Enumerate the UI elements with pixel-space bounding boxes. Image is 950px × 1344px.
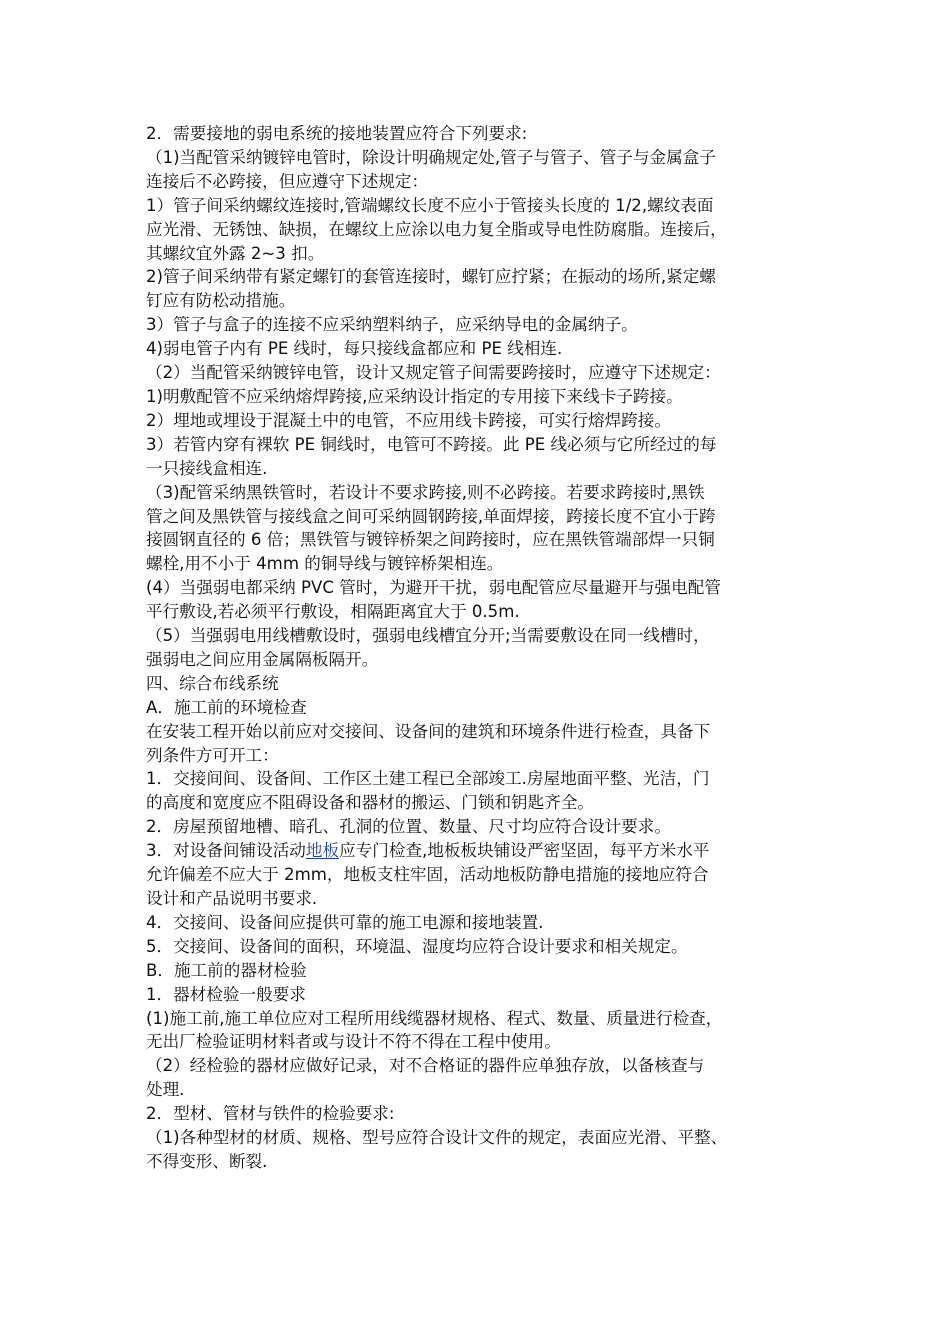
text-line: 4．交接间、设备间应提供可靠的施工电源和接地装置. xyxy=(146,912,544,932)
text-line: 2．型材、管材与铁件的检验要求: xyxy=(146,1104,395,1124)
text-segment: 3．对设备间铺设活动 xyxy=(146,841,306,861)
text-line: 1）管子间采纳螺纹连接时,管端螺纹长度不应小于管接头长度的 1/2,螺纹表面 xyxy=(146,195,714,215)
text-line: （2）当配管采纳镀锌电管，设计又规定管子间需要跨接时，应遵守下述规定： xyxy=(146,363,721,383)
text-line: 钉应有防松动措施。 xyxy=(146,291,296,311)
text-line: 接圆钢直径的 6 倍；黑铁管与镀锌桥架之间跨接时，应在黑铁管端部焊一只铜 xyxy=(146,530,715,550)
text-line: 5．交接间、设备间的面积，环境温、湿度均应符合设计要求和相关规定。 xyxy=(146,936,688,956)
text-line: 2)管子间采纳带有紧定螺钉的套管连接时，螺钉应拧紧；在振动的场所,紧定螺 xyxy=(146,267,716,287)
text-line: 管之间及黑铁管与接线盒之间可采纳圆钢跨接,单面焊接，跨接长度不宜小于跨 xyxy=(146,506,716,526)
text-line: 不得变形、断裂. xyxy=(146,1151,268,1171)
text-line: 2．房屋预留地槽、暗孔、孔洞的位置、数量、尺寸均应符合设计要求。 xyxy=(146,817,671,837)
text-line: 列条件方可开工： xyxy=(146,745,279,765)
text-line: 3）管子与盒子的连接不应采纳塑料纳子，应采纳导电的金属纳子。 xyxy=(146,315,638,335)
text-line: 3）若管内穿有裸软 PE 铜线时，电管可不跨接。此 PE 线必须与它所经过的每 xyxy=(146,434,717,454)
text-line: 2）埋地或埋设于混凝土中的电管，不应用线卡跨接，可实行熔焊跨接。 xyxy=(146,410,671,430)
text-line: 螺栓,用不小于 4mm 的铜导线与镀锌桥架相连。 xyxy=(146,554,504,574)
text-line: 无出厂检验证明材料者或与设计不符不得在工程中使用。 xyxy=(146,1032,561,1052)
subsection-heading: B．施工前的器材检验 xyxy=(146,960,307,980)
text-line-with-link xyxy=(146,839,822,863)
text-line: 2．需要接地的弱电系统的接地装置应符合下列要求: xyxy=(146,124,528,143)
text-line: (4）当强弱电都采纳 PVC 管时，为避开干扰，弱电配管应尽量避开与强电配管 xyxy=(146,578,721,598)
text-line: 的高度和宽度应不阻碍设备和器材的搬运、门锁和钥匙齐全。 xyxy=(146,793,595,813)
text-line: 在安装工程开始以前应对交接间、设备间的建筑和环境条件进行检查，具备下 xyxy=(146,721,711,741)
text-line: 应光滑、无锈蚀、缺损，在螺纹上应涂以电力复全脂或导电性防腐脂。连接后， xyxy=(146,219,727,239)
text-line: 4)弱电管子内有 PE 线时，每只接线盒都应和 PE 线相连. xyxy=(146,339,563,359)
text-line: 1．器材检验一般要求 xyxy=(146,984,306,1004)
text-line: 1)明敷配管不应采纳熔焊跨接,应采纳设计指定的专用接下来线卡子跨接。 xyxy=(146,386,683,406)
text-line: （2）经检验的器材应做好记录，对不合格证的器件应单独存放，以备核查与 xyxy=(146,1056,705,1076)
floor-link[interactable]: 地板 xyxy=(305,841,340,861)
text-line: 平行敷设,若必须平行敷设，相隔距离宜大于 0.5m. xyxy=(146,602,520,622)
text-line: (1)施工前,施工单位应对工程所用线缆器材规格、程式、数量、质量进行检查， xyxy=(146,1008,723,1028)
text-line: 一只接线盒相连. xyxy=(146,458,268,478)
document-body xyxy=(146,122,822,1174)
text-segment: 应专门检查,地板板块铺设严密坚固，每平方米水平 xyxy=(339,841,710,861)
text-line: 允许偏差不应大于 2mm，地板支柱牢固，活动地板防静电措施的接地应符合 xyxy=(146,865,709,885)
text-line: （1)各种型材的材质、规格、型号应符合设计文件的规定，表面应光滑、平整、 xyxy=(146,1128,728,1148)
text-line: （1)当配管采纳镀锌电管时，除设计明确规定处,管子与管子、管子与金属盒子 xyxy=(146,147,716,167)
text-line: 连接后不必跨接，但应遵守下述规定： xyxy=(146,171,429,191)
text-line: 设计和产品说明书要求. xyxy=(146,889,318,908)
text-line: （3)配管采纳黑铁管时，若设计不要求跨接,则不必跨接。若要求跨接时,黑铁 xyxy=(146,482,705,502)
section-heading: 四、综合布线系统 xyxy=(146,673,279,693)
text-line: 其螺纹宜外露 2~3 扣。 xyxy=(146,243,325,263)
text-line: 处理. xyxy=(146,1080,185,1100)
text-line: （5）当强弱电用线槽敷设时，强弱电线槽宜分开;当需要敷设在同一线槽时， xyxy=(146,626,710,646)
text-line: 1．交接间间、设备间、工作区土建工程已全部竣工.房屋地面平整、光洁，门 xyxy=(146,769,710,789)
subsection-heading: A．施工前的环境检查 xyxy=(146,697,307,717)
text-line: 强弱电之间应用金属隔板隔开。 xyxy=(146,649,379,669)
